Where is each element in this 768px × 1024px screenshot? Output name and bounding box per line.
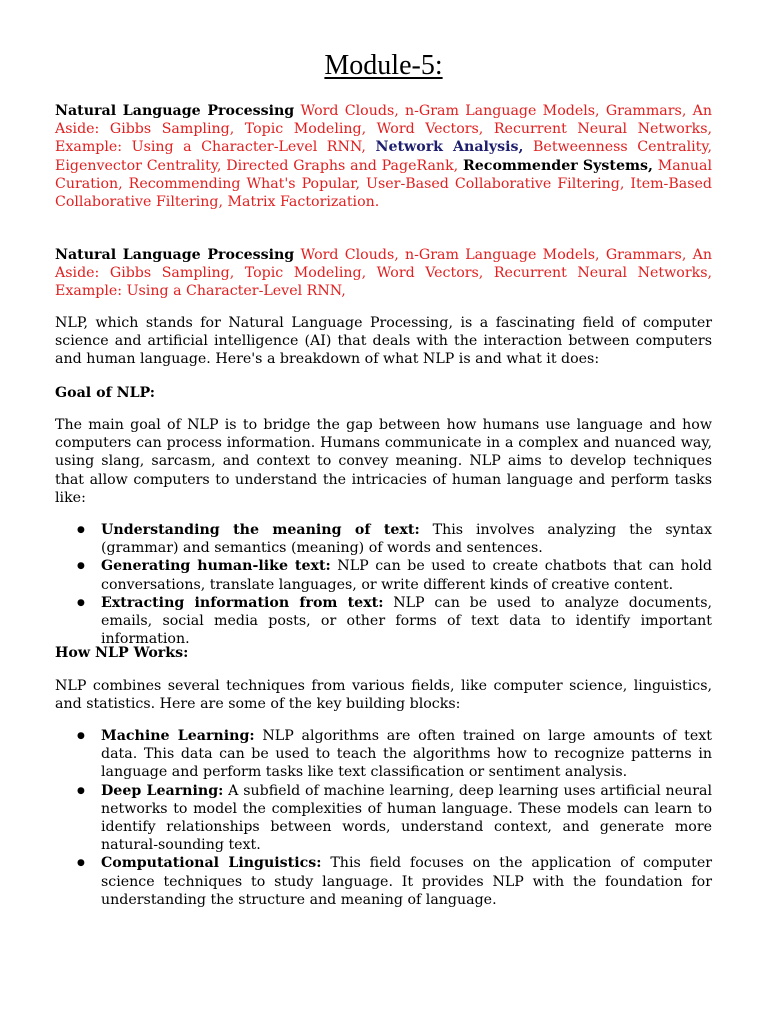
works-list xyxy=(55,727,712,909)
list-item-term: Extracting information from text: xyxy=(101,594,384,611)
list-item-term: Deep Learning: xyxy=(101,782,224,799)
list-item-desc: A subfield of machine learning, deep learning uses artificial neural networks to model the complexities of human language. These models can learn to identify relationships between words, understand context, and generate more natural-sounding text. xyxy=(101,782,713,854)
works-body xyxy=(55,677,712,713)
list-item-desc: This field focuses on the application of computer science techniques to study language. It provides NLP with the foundation for understanding the structure and meaning of language. xyxy=(101,855,713,908)
list-item-desc: NLP can be used to create chatbots that can hold conversations, translate languages, or write different kinds of creative content. xyxy=(101,558,712,593)
goal-paragraph: The main goal of NLP is to bridge the gap between how humans use language and how computers can process information. Humans communicate in a complex and nuanced way, using slang, sarcasm, and context to convey meaning. NLP aims to develop techniques that allow computers to understand the intricacies of human language and perform tasks like: xyxy=(55,417,712,506)
goal-heading: Goal of NLP: xyxy=(55,385,155,401)
overview-topics-a: Word Clouds, n-Gram Language Models, Grammars, An Aside: Gibbs Sampling, Topic Modeling, Word Vectors, Recurrent Neural Networks, Example: Using a Character-Level RNN, xyxy=(55,103,712,156)
overview-topics-b: Betweenness Centrality, Eigenvector Centrality, Directed Graphs and PageRank, xyxy=(55,139,712,174)
overview-paragraph xyxy=(55,102,712,211)
list-item-desc: This involves analyzing the syntax (grammar) and semantics (meaning) of words and sentences. xyxy=(101,522,712,557)
page-title: Module-5: xyxy=(324,50,443,81)
nlp-intro xyxy=(55,314,712,369)
nlp-topics-paragraph xyxy=(55,246,712,301)
goal-body xyxy=(55,416,712,507)
overview-topics-c: Manual Curation, Recommending What's Popular, User-Based Collaborative Filtering, Item-Based Collaborative Filtering, Matrix Factorization. xyxy=(55,157,712,211)
list-item xyxy=(101,557,712,593)
works-section xyxy=(55,644,712,662)
nlp-topics: Word Clouds, n-Gram Language Models, Grammars, An Aside: Gibbs Sampling, Topic Modeling, Word Vectors, Recurrent Neural Networks, Example: Using a Character-Level RNN, xyxy=(55,247,712,300)
list-item-term: Understanding the meaning of text: xyxy=(101,522,420,538)
nlp-lead: Natural Language Processing xyxy=(55,247,295,263)
list-item xyxy=(101,521,712,557)
works-paragraph: NLP combines several techniques from various fields, like computer science, linguistics, and statistics. Here are some of the key building blocks: xyxy=(55,678,712,713)
list-item xyxy=(101,854,712,909)
list-item xyxy=(101,594,712,649)
overview-recommender-systems: Recommender Systems, xyxy=(462,157,653,174)
overview-network-analysis: Network Analysis, xyxy=(375,139,524,156)
works-heading: How NLP Works: xyxy=(55,645,189,661)
list-item-desc: NLP can be used to analyze documents, emails, social media posts, or other forms of text data to identify important information. xyxy=(101,594,712,648)
list-item-desc: NLP algorithms are often trained on large amounts of text data. This data can be used to teach the algorithms how to recognize patterns in language and perform tasks like text classification or sentiment analysis. xyxy=(101,728,712,781)
nlp-intro-paragraph: NLP, which stands for Natural Language Processing, is a fascinating field of computer science and artificial intelligence (AI) that deals with the interaction between computers and human language. Here's a breakdown of what NLP is and what it does: xyxy=(55,315,712,368)
nlp-section-header xyxy=(55,246,712,301)
list-item-term: Computational Linguistics: xyxy=(101,855,322,872)
list-item xyxy=(101,727,712,782)
module-overview xyxy=(55,102,712,211)
overview-lead: Natural Language Processing xyxy=(55,103,295,119)
goal-section xyxy=(55,384,712,402)
list-item-term: Generating human-like text: xyxy=(101,558,331,575)
list-item-term: Machine Learning: xyxy=(101,728,255,744)
list-item xyxy=(101,782,712,855)
goal-list xyxy=(55,521,712,648)
